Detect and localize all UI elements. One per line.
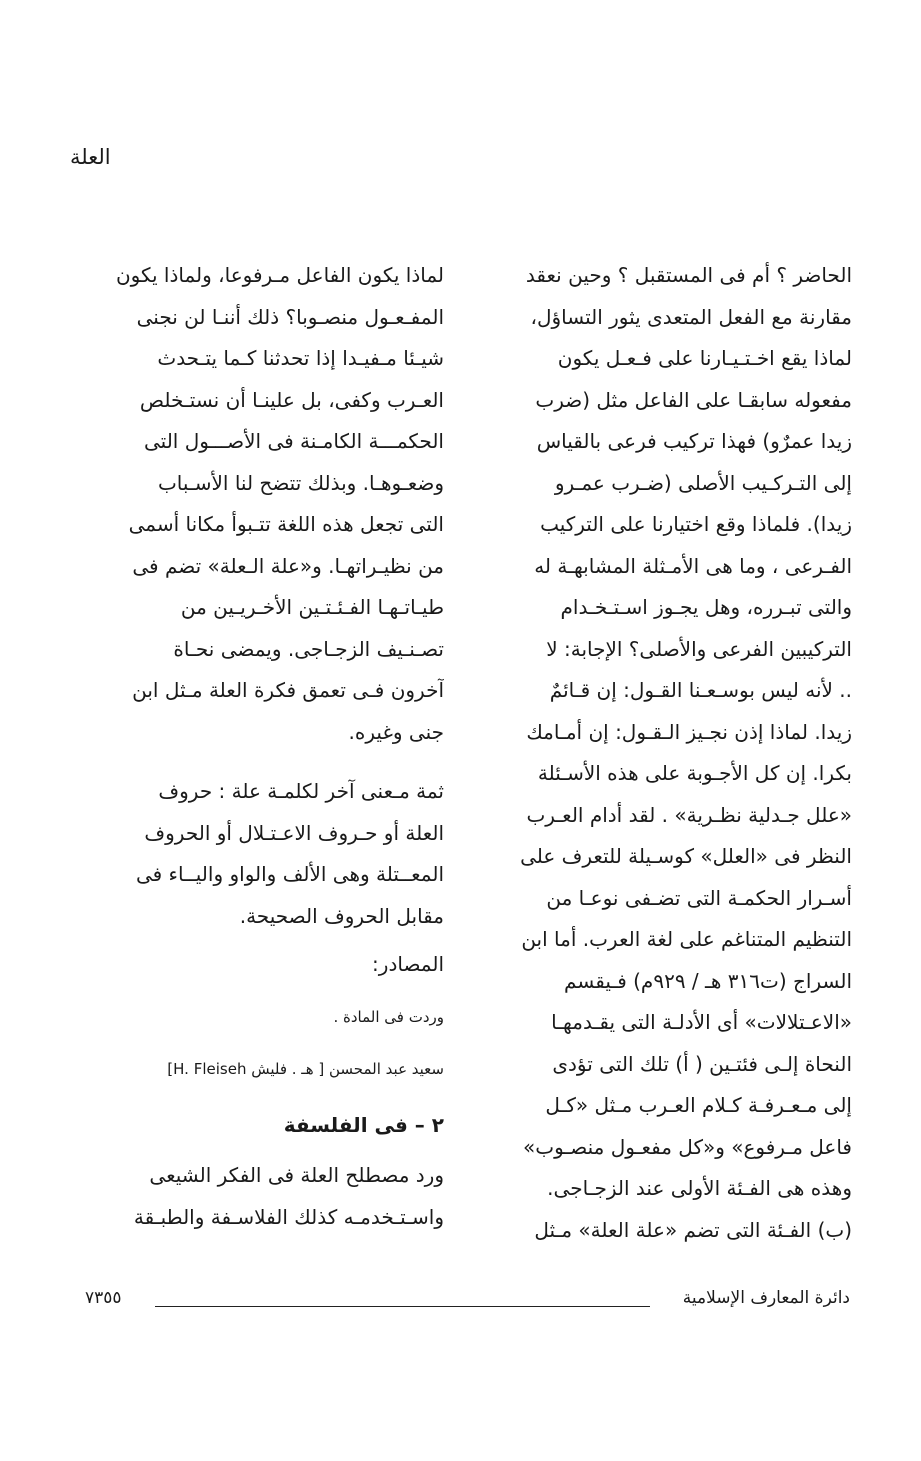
text-line: «علل جـدلية نظـرية» . لقد أدام العـرب xyxy=(526,802,852,827)
text-line: الحاضر ؟ أم فى المستقبل ؟ وحين نعقد xyxy=(525,263,852,287)
text-line: ورد مصطلح العلة فى الفكر الشيعى xyxy=(149,1163,444,1187)
sources-heading: المصادر: xyxy=(372,952,444,976)
text-line: التى تجعل هذه اللغة تتـبوأ مكانا أسمى xyxy=(128,512,444,536)
text-line: السراج (ت٣١٦ هـ / ٩٢٩م) فـيقسم xyxy=(564,968,852,993)
text-line: وهذه هى الفـئة الأولى عند الزجـاجى. xyxy=(547,1176,852,1200)
text-line: زيدا عمرٌو) فهذا تركيب فرعى بالقياس xyxy=(536,429,852,453)
left-column xyxy=(80,255,444,1238)
section-heading: ٢ – فى الفلسفة xyxy=(283,1113,444,1137)
text-line: وضعـوهـا. وبذلك تتضح لنا الأسـباب xyxy=(157,470,444,495)
text-line: واسـتـخدمـه كذلك الفلاسـفة والطبـقة xyxy=(133,1204,444,1229)
text-line: إلى مـعـرفـة كـلام العـرب مـثل «كـل xyxy=(545,1093,852,1117)
encyclopedia-title: دائرة المعارف الإسلامية xyxy=(682,1288,850,1308)
text-line: فاعل مـرفوع» و«كل مفعـول منصـوب» xyxy=(523,1134,852,1159)
text-line: إلى التـركـيب الأصلى (ضـرب عمـرو xyxy=(554,470,852,495)
text-line: العـرب وكفى، بل علينـا أن نستـخلص xyxy=(139,387,444,412)
text-line: والتى تبـرره، وهل يجـوز اسـتـخـدام xyxy=(560,595,852,619)
text-line: لماذا يقع اخـتـيـارنا على فـعـل يكون xyxy=(557,346,852,370)
page-number: ٧٣٥٥ xyxy=(85,1288,122,1308)
text-line: ثمة مـعنى آخر لكلمـة علة : حروف xyxy=(158,779,444,803)
text-line: تصـنـيف الزجـاجى. ويمضى نحـاة xyxy=(173,636,444,661)
page-footer xyxy=(85,1288,850,1318)
text-line: .. لأنه ليس بوسـعـنا القـول: إن قـائمٌ xyxy=(549,678,852,702)
text-line: الحكمـــة الكامـنة فى الأصـــول التى xyxy=(144,429,444,453)
text-line: التركيبين الفرعى والأصلى؟ الإجابة: لا xyxy=(546,636,852,661)
text-line: لماذا يكون الفاعل مـرفوعا، ولماذا يكون xyxy=(115,263,444,287)
text-line: زيدا. لماذا إذن نجـيز الـقـول: إن أمـامك xyxy=(526,719,852,744)
text-line: المفـعـول منصـوبا؟ ذلك أننـا لن نجنى xyxy=(136,304,444,329)
footer-rule xyxy=(155,1306,650,1307)
text-line: التنظيم المتناغم على لغة العرب. أما ابن xyxy=(521,927,852,951)
paragraph-gap xyxy=(80,753,444,771)
text-line: «الاعـتلالات» أى الأدلـة التى يقـدمهـا xyxy=(551,1010,852,1034)
text-line: أسـرار الحكمـة التى تضـفى نوعـا من xyxy=(546,885,852,910)
text-line: الفـرعى ، وما هى الأمـثلة المشابهـة له xyxy=(534,553,852,578)
text-line: بكرا. إن كل الأجـوبة على هذه الأسـئلة xyxy=(537,761,852,785)
author-credit: سعيد عبد المحسن [ هـ . فليش H. Fleiseh] xyxy=(167,1060,444,1078)
text-line: زيدا). فلماذا وقع اختيارنا على التركيب xyxy=(540,512,852,536)
text-line: النظر فى «العلل» كوسـيلة للتعرف على xyxy=(520,844,852,868)
text-line: شيـئا مـفيـدا إذا تحدثنا كـما يتـحدث xyxy=(157,346,444,370)
running-head: العلة xyxy=(70,145,111,169)
text-line: النحاة إلـى فئتـين ( أ) تلك التى تؤدى xyxy=(552,1051,852,1076)
text-line: مقارنة مع الفعل المتعدى يثور التساؤل، xyxy=(530,304,852,329)
text-line: مفعوله سابقـا على الفاعل مثل (ضرب xyxy=(535,387,852,412)
text-line: (ب) الفـئة التى تضم «علة العلة» مـثل xyxy=(534,1217,852,1242)
text-line: المعــتلة وهى الألف والواو واليــاء فى xyxy=(135,862,444,886)
text-line: من نظيـراتهـا. و«علة الـعلة» تضم فى xyxy=(132,553,444,578)
right-column xyxy=(500,255,852,1251)
text-line: طيـاتـهـا الفـئـتـين الأخـريـين من xyxy=(180,595,444,619)
text-line: جنى وغيره. xyxy=(348,719,444,744)
text-line: العلة أو حـروف الاعـتـلال أو الحروف xyxy=(144,820,444,845)
text-line: آخرون فـى تعمق فكرة العلة مـثل ابن xyxy=(132,678,444,702)
text-line: مقابل الحروف الصحيحة. xyxy=(239,903,444,928)
source-note: وردت فى المادة . xyxy=(333,1008,444,1026)
